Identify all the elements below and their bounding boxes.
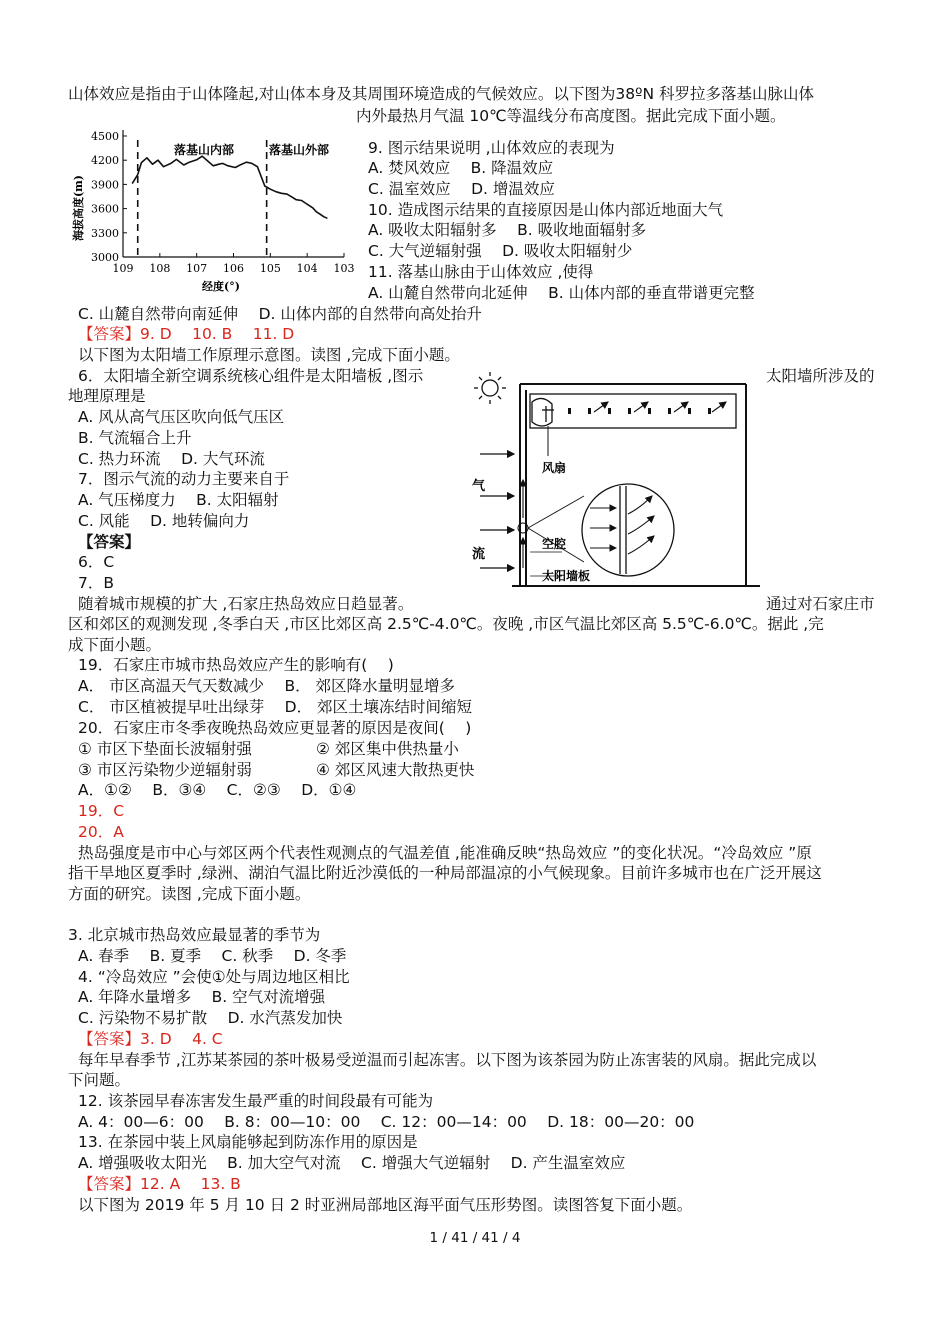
- region-inner-label: 落基山内部: [173, 143, 235, 157]
- answer-label: 【答案】: [78, 533, 141, 551]
- solar-wall-diagram: [468, 368, 760, 596]
- question-19-stem: 19．石家庄市城市热岛效应产生的影响有( ): [78, 656, 394, 674]
- duct-airflow-arrows: [594, 402, 726, 412]
- intro-paragraph-line: 通过对石家庄市: [766, 595, 875, 613]
- answer-3-4: 【答案】3. D 4. C: [78, 1030, 223, 1048]
- question-9-options: A. 焚风效应 B. 降温效应: [368, 159, 554, 177]
- question-9-options: C. 温室效应 D. 增温效应: [368, 180, 555, 198]
- intro-paragraph-line: 方面的研究。读图 ,完成下面小题。: [68, 885, 311, 903]
- answer-19: 19．C: [78, 802, 125, 820]
- chart-xlabel: 经度(°): [202, 280, 240, 293]
- answer-7: 7．B: [78, 574, 114, 592]
- intro-paragraph-line: 成下面小题。: [68, 636, 162, 654]
- question-10-options: C. 大气逆辐射强 D. 吸收太阳辐射少: [368, 242, 633, 260]
- question-7-options: C. 风能 D. 地转偏向力: [78, 512, 250, 530]
- intro-paragraph-line: 区和郊区的观测发现 ,冬季白天 ,市区比郊区高 2.5℃-4.0℃。夜晚 ,市区气温比郊区高 5.5℃-6.0℃。据此 ,完: [68, 615, 824, 633]
- question-6-option-a: A. 风从高气压区吹向低气压区: [78, 408, 285, 426]
- answer-9-11: 【答案】9. D 10. B 11. D: [78, 325, 295, 343]
- question-13-options: A. 增强吸收太阳光 B. 加大空气对流 C. 增强大气逆辐射 D. 产生温室效应: [78, 1154, 626, 1172]
- question-12-options: A. 4：00—6：00 B. 8：00—10：00 C. 12：00—14：00 D. 18：00—20：00: [78, 1113, 695, 1131]
- question-20-statement: ④ 郊区风速大散热更快: [316, 761, 475, 779]
- x-tick-label: 103: [333, 262, 355, 275]
- x-tick-label: 104: [296, 262, 318, 275]
- question-12-stem: 12. 该茶园早春冻害发生最严重的时间段最有可能为: [78, 1092, 434, 1110]
- airflow-label-liu: 流: [472, 547, 486, 562]
- intro-paragraph-line: 内外最热月气温 10℃等温线分布高度图。据此完成下面小题。: [356, 107, 786, 125]
- isotherm-altitude-line: [132, 156, 327, 218]
- question-7-stem: 7．图示气流的动力主要来自于: [78, 470, 290, 488]
- x-tick-label: 109: [112, 262, 134, 275]
- question-20-options: A．①② B．③④ C．②③ D．①④: [78, 781, 357, 799]
- question-4-options: A. 年降水量增多 B. 空气对流增强: [78, 988, 326, 1006]
- airflow-label-qi: 气: [472, 479, 486, 494]
- question-7-options: A. 气压梯度力 B. 太阳辐射: [78, 491, 279, 509]
- question-10-options: A. 吸收太阳辐射多 B. 吸收地面辐射多: [368, 221, 647, 239]
- magnified-panel-detail: [582, 484, 674, 576]
- solar-panel-label: 太阳墙板: [542, 569, 591, 583]
- question-13-stem: 13. 在茶园中装上风扇能够起到防冻作用的原因是: [78, 1133, 418, 1151]
- question-6-stem: 6．太阳墙全新空调系统核心组件是太阳墙板 ,图示: [78, 367, 424, 385]
- question-19-options: A． 市区高温天气天数减少 B． 郊区降水量明显增多: [78, 677, 456, 695]
- intro-paragraph: 以下图为太阳墙工作原理示意图。读图 ,完成下面小题。: [78, 346, 460, 364]
- question-6-stem: 地理原理是: [68, 387, 146, 405]
- answer-12-13: 【答案】12. A 13. B: [78, 1175, 241, 1193]
- question-11-options: C. 山麓自然带向南延伸 D. 山体内部的自然带向高处抬升: [78, 305, 482, 323]
- answer-6: 6．C: [78, 553, 115, 571]
- x-tick-label: 106: [223, 262, 244, 275]
- question-6-stem: 太阳墙所涉及的: [766, 367, 875, 385]
- fan-icon: [532, 398, 554, 426]
- region-outer-label: 落基山外部: [268, 143, 330, 157]
- question-20-statement: ③ 市区污染物少逆辐射弱: [78, 761, 252, 779]
- question-6-option-b: B. 气流辐合上升: [78, 429, 192, 447]
- duct-vents: [568, 408, 711, 414]
- question-4-options: C. 污染物不易扩散 D. 水汽蒸发加快: [78, 1009, 343, 1027]
- intro-paragraph: 以下图为 2019 年 5 月 10 日 2 时亚洲局部地区海平面气压形势图。读图答复下面小题。: [78, 1196, 693, 1214]
- sun-icon: [474, 372, 506, 404]
- question-3-options: A. 春季 B. 夏季 C. 秋季 D. 冬季: [78, 947, 347, 965]
- answer-20: 20．A: [78, 823, 124, 841]
- y-tick-label: 3300: [91, 226, 119, 240]
- intro-paragraph-line: 下问题。: [68, 1071, 131, 1089]
- intro-paragraph-line: 热岛强度是市中心与郊区两个代表性观测点的气温差值 ,能准确反映“热岛效应 ”的变化状况。“冷岛效应 ”原: [78, 844, 812, 862]
- question-9-stem: 9. 图示结果说明 ,山体效应的表现为: [368, 139, 615, 157]
- question-11-stem: 11. 落基山脉由于山体效应 ,使得: [368, 263, 594, 281]
- question-20-stem: 20．石家庄市冬季夜晚热岛效应更显著的原因是夜间( ): [78, 719, 472, 737]
- question-10-stem: 10. 造成图示结果的直接原因是山体内部近地面大气: [368, 201, 724, 219]
- x-tick-label: 105: [259, 262, 281, 275]
- cavity-label: 空腔: [542, 537, 567, 551]
- incoming-air-arrows: [480, 454, 514, 568]
- intro-paragraph-line: 山体效应是指由于山体隆起,对山体本身及其周围环境造成的气候效应。以下图为38ºN 科罗拉多落基山脉山体: [68, 85, 814, 103]
- intro-paragraph-line: 指干旱地区夏季时 ,绿洲、湖泊气温比附近沙漠低的一种局部温凉的小气候现象。目前许多城市也在广泛开展这: [68, 864, 822, 882]
- intro-paragraph-line: 每年早春季节 ,江苏某茶园的茶叶极易受逆温而引起冻害。以下图为该茶园为防止冻害装的风扇。据此完成以: [78, 1051, 817, 1069]
- y-tick-label: 3600: [91, 202, 119, 216]
- x-tick-label: 107: [186, 262, 208, 275]
- chart-ylabel: 海拔高度(m): [72, 174, 85, 242]
- intro-paragraph-line: 随着城市规模的扩大 ,石家庄热岛效应日趋显著。: [78, 595, 414, 613]
- question-19-options: C． 市区植被提早吐出绿芽 D． 郊区土壤冻结时间缩短: [78, 698, 473, 716]
- air-duct: [530, 394, 736, 428]
- y-tick-label: 3000: [91, 251, 119, 264]
- question-3-stem: 3. 北京城市热岛效应最显著的季节为: [68, 926, 321, 944]
- question-20-statement: ② 郊区集中供热量小: [316, 740, 459, 758]
- question-4-stem: 4. “冷岛效应 ”会使①处与周边地区相比: [78, 968, 350, 986]
- x-tick-label: 108: [149, 262, 171, 275]
- y-tick-label: 4200: [91, 154, 119, 168]
- question-11-options: A. 山麓自然带向北延伸 B. 山体内部的垂直带谱更完整: [368, 284, 755, 302]
- fan-label: 风扇: [542, 461, 567, 475]
- page-number-footer: 1 / 41 / 41 / 4: [429, 1230, 521, 1246]
- isotherm-altitude-chart: [68, 124, 363, 296]
- question-20-statement: ① 市区下垫面长波辐射强: [78, 740, 252, 758]
- question-6-options-cd: C. 热力环流 D. 大气环流: [78, 450, 265, 468]
- y-tick-label: 4500: [91, 130, 119, 143]
- y-tick-label: 3900: [91, 178, 119, 192]
